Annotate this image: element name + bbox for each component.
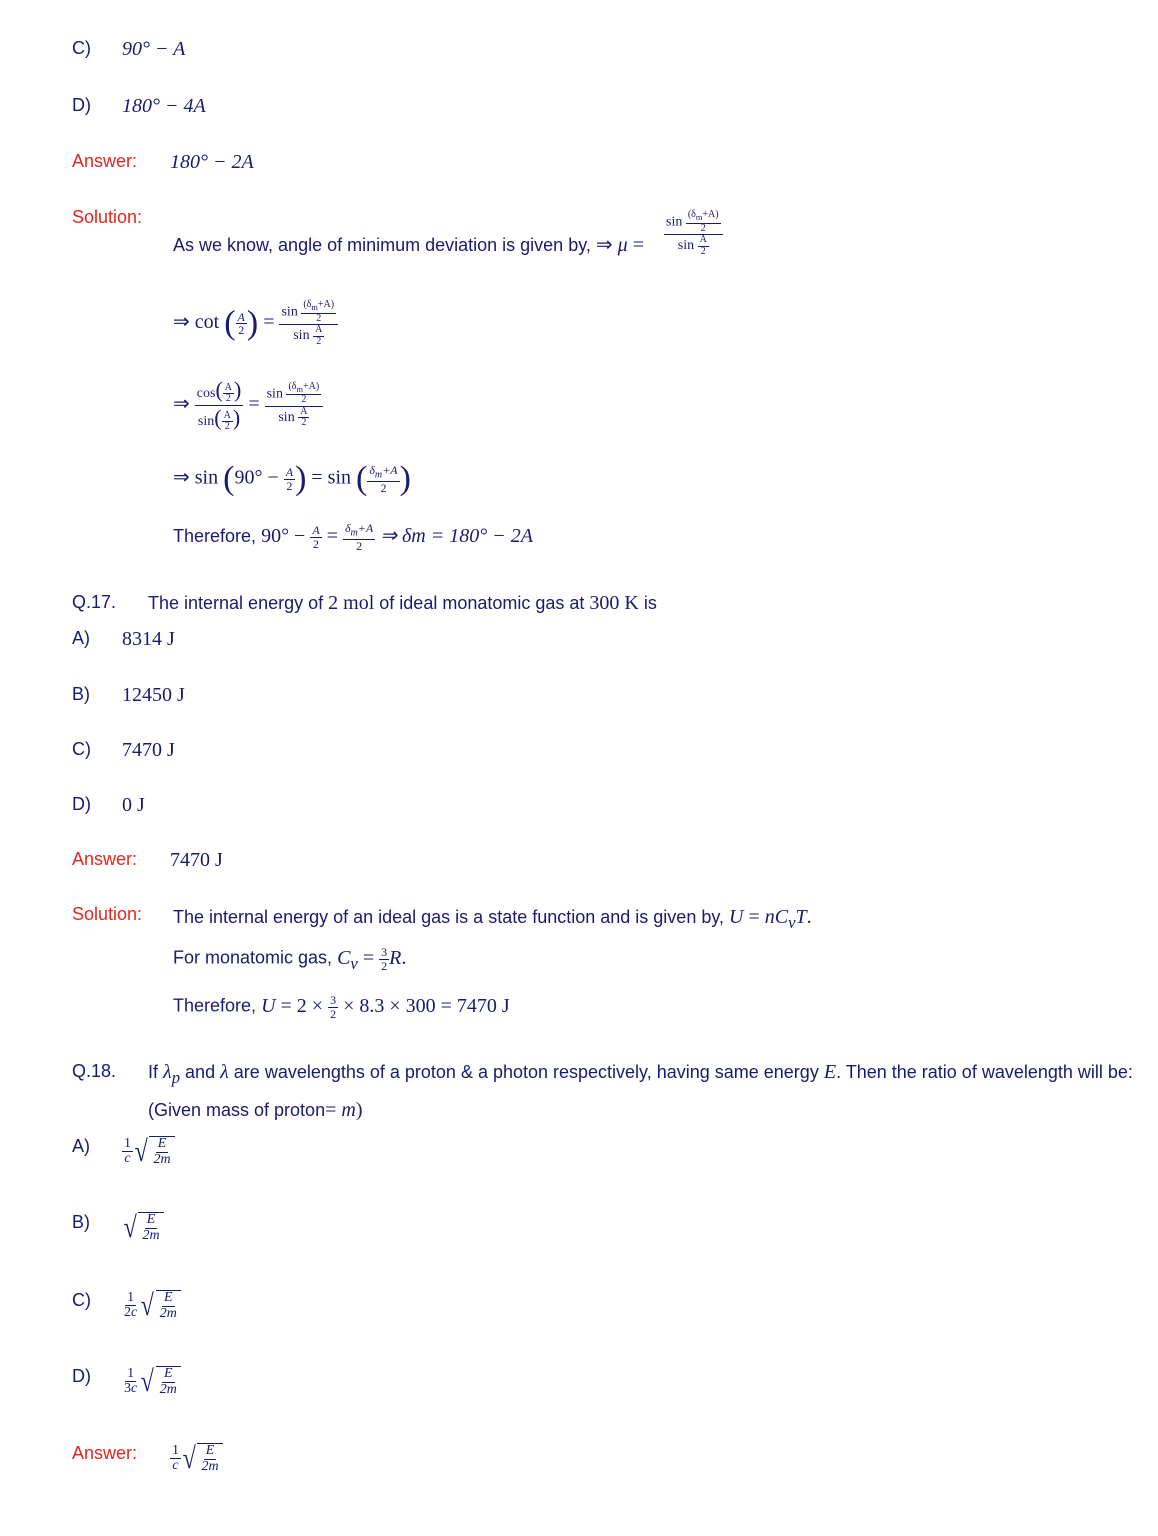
option-c-label: C) [72,38,91,58]
q18-option-d-label: D) [72,1366,91,1386]
answer-value: 180° − 2A [170,151,254,173]
q18-option-b-label: B) [72,1212,90,1232]
q17-solution-line-1: The internal energy of an ideal gas is a state function and is given by, $U = nC_vT$. [173,906,812,932]
q17-answer-label: Answer: [72,849,138,869]
solution-line-4: ⇒ sin (90° − $\frac{A}{2}$ ) = sin ( $\frac{\delta_m+A}{2}$ ) [173,460,411,497]
solution-line-1: As we know, angle of minimum deviation is given by, ⇒ μ = [173,234,644,256]
q18-option-d-value: $\frac{1}{3c}$ √ $\frac{E}{2m}$ [122,1366,181,1397]
q18-answer-value: $\frac{1}{c}$ √ $\frac{E}{2m}$ [170,1443,223,1474]
option-c-value: 90° − A [122,38,186,60]
q17-solution-label: Solution: [72,904,143,924]
q17-option-a-value: 8314 J [122,628,175,650]
q18-option-a-label: A) [72,1136,90,1156]
solution-label: Solution: [72,207,143,227]
q18-option-a-value: $\frac{1}{c}$ √ $\frac{E}{2m}$ [122,1136,175,1167]
solution-line-3: ⇒ cos( $\frac{A}{2}$ ) sin( $\frac{A}{2}$ ) = sin $\frac{(\delta_m+A)}{2}$ sin $\frac{A}{2}$ [173,378,323,433]
q18-question: If $\lambda_p$ and λ are wavelengths of a proton & a photon respectively, having same energy E. Then the ratio of wavelength will be: [148,1061,1133,1087]
solution-line-5: Therefore, 90° − $\frac{A}{2}$ = $\frac{\delta_m+A}{2}$ ⇒ δm = 180° − 2A [173,521,533,553]
q18-option-c-value: $\frac{1}{2c}$ √ $\frac{E}{2m}$ [122,1290,181,1321]
answer-label: Answer: [72,151,138,171]
q17-solution-line-3: Therefore, U = 2 × $\frac{3}{2}$ × 8.3 × 300 = 7470 J [173,993,510,1021]
q17-option-b-value: 12450 J [122,684,185,706]
q17-option-d-value: 0 J [122,794,145,816]
q18-option-b-value: √ $\frac{E}{2m}$ [122,1212,164,1243]
option-d-value: 180° − 4A [122,95,206,117]
mu-fraction: sin $\frac{(\delta_m+A)}{2}$ sin $\frac{A}{2}$ [664,210,723,257]
solution-line-2: ⇒ cot ( $\frac{A}{2}$ ) = sin $\frac{(\delta_m+A)}{2}$ sin $\frac{A}{2}$ [173,300,338,347]
q18-answer-label: Answer: [72,1443,138,1463]
option-d-label: D) [72,95,91,115]
q17-option-c-value: 7470 J [122,739,175,761]
q17-answer-value: 7470 J [170,849,223,871]
q18-given: (Given mass of proton= m) [148,1099,363,1121]
q17-option-b-label: B) [72,684,90,704]
q17-question: The internal energy of 2 mol of ideal monatomic gas at 300 K is [148,592,657,614]
q17-option-c-label: C) [72,739,91,759]
q17-option-a-label: A) [72,628,90,648]
q17-solution-line-2: For monatomic gas, $C_v$ = $\frac{3}{2}$ R. [173,945,407,973]
q18-option-c-label: C) [72,1290,91,1310]
q17-option-d-label: D) [72,794,91,814]
q18-number: Q.18. [72,1061,117,1081]
q17-number: Q.17. [72,592,117,612]
